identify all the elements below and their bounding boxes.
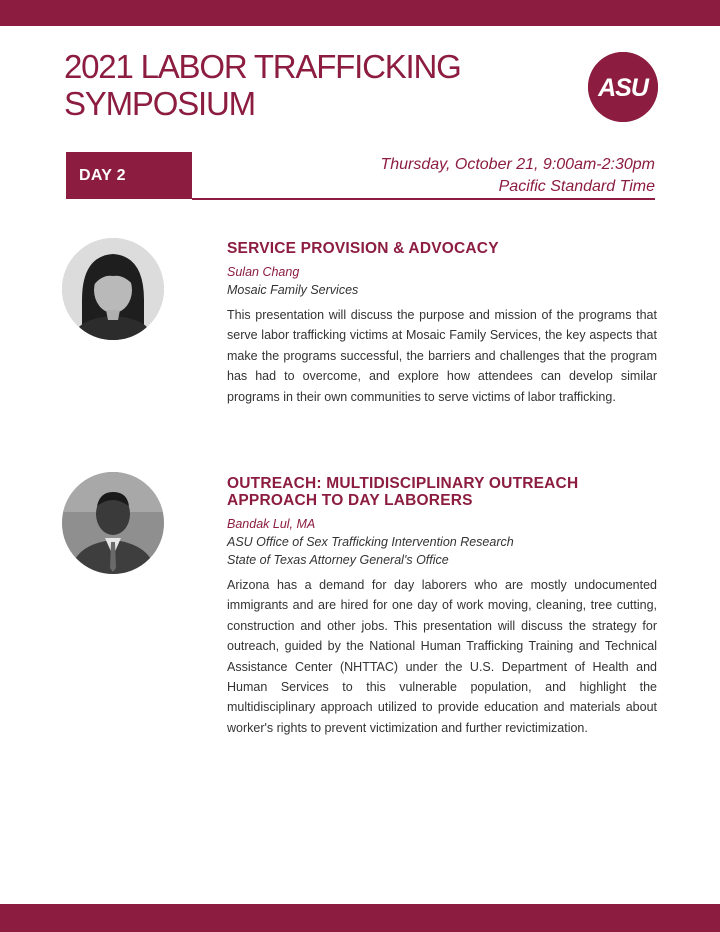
speaker-name: Bandak Lul, MA xyxy=(227,517,316,531)
speaker-organization: ASU Office of Sex Trafficking Intervention Research xyxy=(227,535,514,549)
day-badge: DAY 2 xyxy=(66,152,192,199)
event-datetime xyxy=(235,154,655,198)
speaker-name: Sulan Chang xyxy=(227,265,300,279)
asu-logo-text: ASU xyxy=(598,74,648,102)
session-title-line-1: OUTREACH: MULTIDISCIPLINARY OUTREACH xyxy=(227,475,579,492)
page-title xyxy=(64,48,544,122)
top-banner-bar xyxy=(0,0,720,26)
session-title xyxy=(227,475,657,509)
session-title: SERVICE PROVISION & ADVOCACY xyxy=(227,240,499,257)
bottom-banner-bar xyxy=(0,904,720,932)
day-divider-rule xyxy=(192,198,655,200)
asu-logo-icon xyxy=(588,52,658,122)
speaker-photo-bandak-lul xyxy=(62,472,164,574)
speaker-organization: Mosaic Family Services xyxy=(227,283,359,297)
speaker-organization: State of Texas Attorney General's Office xyxy=(227,553,449,567)
session-description: This presentation will discuss the purpose and mission of the programs that serve labor trafficking victims at Mosaic Family Services, the key aspects that make the programs successful, the barriers and challenges that the program has had to overcome, and explore how attendees can develop similar programs in their own communities to serve victims of labor trafficking. xyxy=(227,308,657,404)
session-outreach xyxy=(227,475,657,738)
page-title-line-2: SYMPOSIUM xyxy=(64,85,255,122)
speaker-photo-sulan-chang xyxy=(62,238,164,340)
page-title-line-1: 2021 LABOR TRAFFICKING xyxy=(64,48,461,85)
session-service-provision xyxy=(227,240,657,407)
session-title-line-2: APPROACH TO DAY LABORERS xyxy=(227,492,473,509)
event-timezone: Pacific Standard Time xyxy=(498,178,655,195)
event-date: Thursday, October 21, 9:00am-2:30pm xyxy=(380,156,655,173)
session-description: Arizona has a demand for day laborers who are mostly undocumented immigrants and are hired for one day of work moving, cleaning, tree cutting, construction and other jobs. This presentation will discuss the strategy for outreach, guided by the National Human Trafficking Training and Technical Assistance Center (NHTTAC) under the U.S. Department of Health and Human Services to this vulnerable population, and highlight the multidisciplinary approach utilized to provide education and materials about worker's rights to prevent victimization and further revictimization. xyxy=(227,578,657,735)
